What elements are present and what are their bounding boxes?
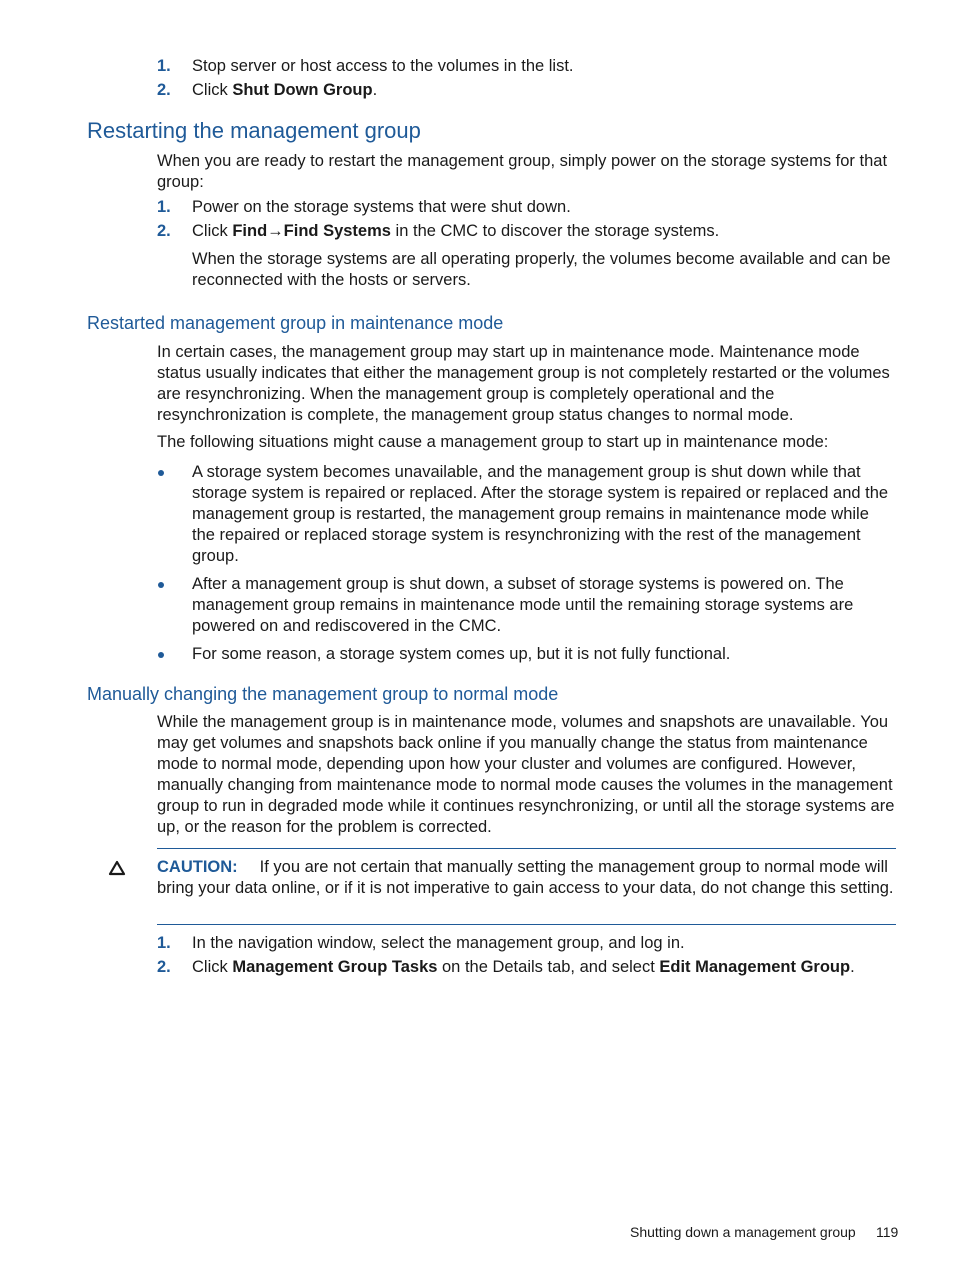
caution-top-rule xyxy=(157,848,896,849)
section-heading-restart: Restarting the management group xyxy=(87,118,421,143)
restart-intro-paragraph: When you are ready to restart the management group, simply power on the storage systems for that group: xyxy=(157,152,888,191)
step-text: Click Management Group Tasks on the Details tab, and select Edit Management Group. xyxy=(192,958,855,976)
maintenance-situations-intro: The following situations might cause a management group to start up in maintenance mode: xyxy=(157,433,829,451)
footer-section-title: Shutting down a management group xyxy=(630,1224,856,1240)
page-number: 119 xyxy=(876,1224,899,1240)
step-number: 1. xyxy=(157,198,171,216)
step-number: 2. xyxy=(157,958,171,976)
bullet-text: For some reason, a storage system comes up, but it is not fully functional. xyxy=(192,645,731,663)
step-number: 1. xyxy=(157,934,171,952)
maintenance-paragraph: In certain cases, the management group may start up in maintenance mode. Maintenance mode status usually indicates that either the management group is not completely restarted or the volumes are resynchronizing. When the management group is completely operational and the resynchronization is complete, the management group status changes to normal mode. xyxy=(157,343,890,424)
step-text: Click Shut Down Group. xyxy=(192,81,378,99)
step-number: 2. xyxy=(157,222,171,240)
step-text: Click Find→Find Systems in the CMC to discover the storage systems. xyxy=(192,222,720,240)
caution-label: CAUTION: xyxy=(157,858,238,876)
bullet-text: A storage system becomes unavailable, and the management group is shut down while that storage system is repaired or replaced. After the storage system is repaired or replaced and the management group is restarted, the management group remains in maintenance mode while the repaired or replaced storage system is resynchronizing with the rest of the management group. xyxy=(192,463,889,565)
step-number: 2. xyxy=(157,81,171,99)
caution-text: CAUTION: If you are not certain that manually setting the management group to normal mode will bring your data online, or if it is not imperative to gain access to your data, do not change this setting. xyxy=(157,858,894,897)
step-text: Stop server or host access to the volumes in the list. xyxy=(192,57,574,75)
step-text: Power on the storage systems that were shut down. xyxy=(192,198,571,216)
manual-paragraph: While the management group is in maintenance mode, volumes and snapshots are unavailable. You may get volumes and snapshots back online if you manually change the status from maintenance mode to normal mode, depending upon how your cluster and volumes are configured. However, manually changing from maintenance mode to normal mode causes the volumes in the management group to run in degraded mode while it continues resynchronizing, or until all the storage systems are up, or the reason for the problem is corrected. xyxy=(157,713,895,836)
step-number: 1. xyxy=(157,57,171,75)
caution-triangle-icon xyxy=(108,860,126,876)
section-heading-manual: Manually changing the management group to normal mode xyxy=(87,684,559,704)
section-heading-maintenance: Restarted management group in maintenance mode xyxy=(87,313,504,333)
bullet-dot xyxy=(158,582,164,588)
step-text: In the navigation window, select the management group, and log in. xyxy=(192,934,685,952)
bullet-text: After a management group is shut down, a subset of storage systems is powered on. The management group remains in maintenance mode until the remaining storage systems are powered on and rediscovered in the CMC. xyxy=(192,575,854,635)
bullet-dot xyxy=(158,652,164,658)
step-note: When the storage systems are all operating properly, the volumes become available and can be reconnected with the hosts or servers. xyxy=(192,250,891,289)
caution-bottom-rule xyxy=(157,924,896,925)
bullet-dot xyxy=(158,470,164,476)
